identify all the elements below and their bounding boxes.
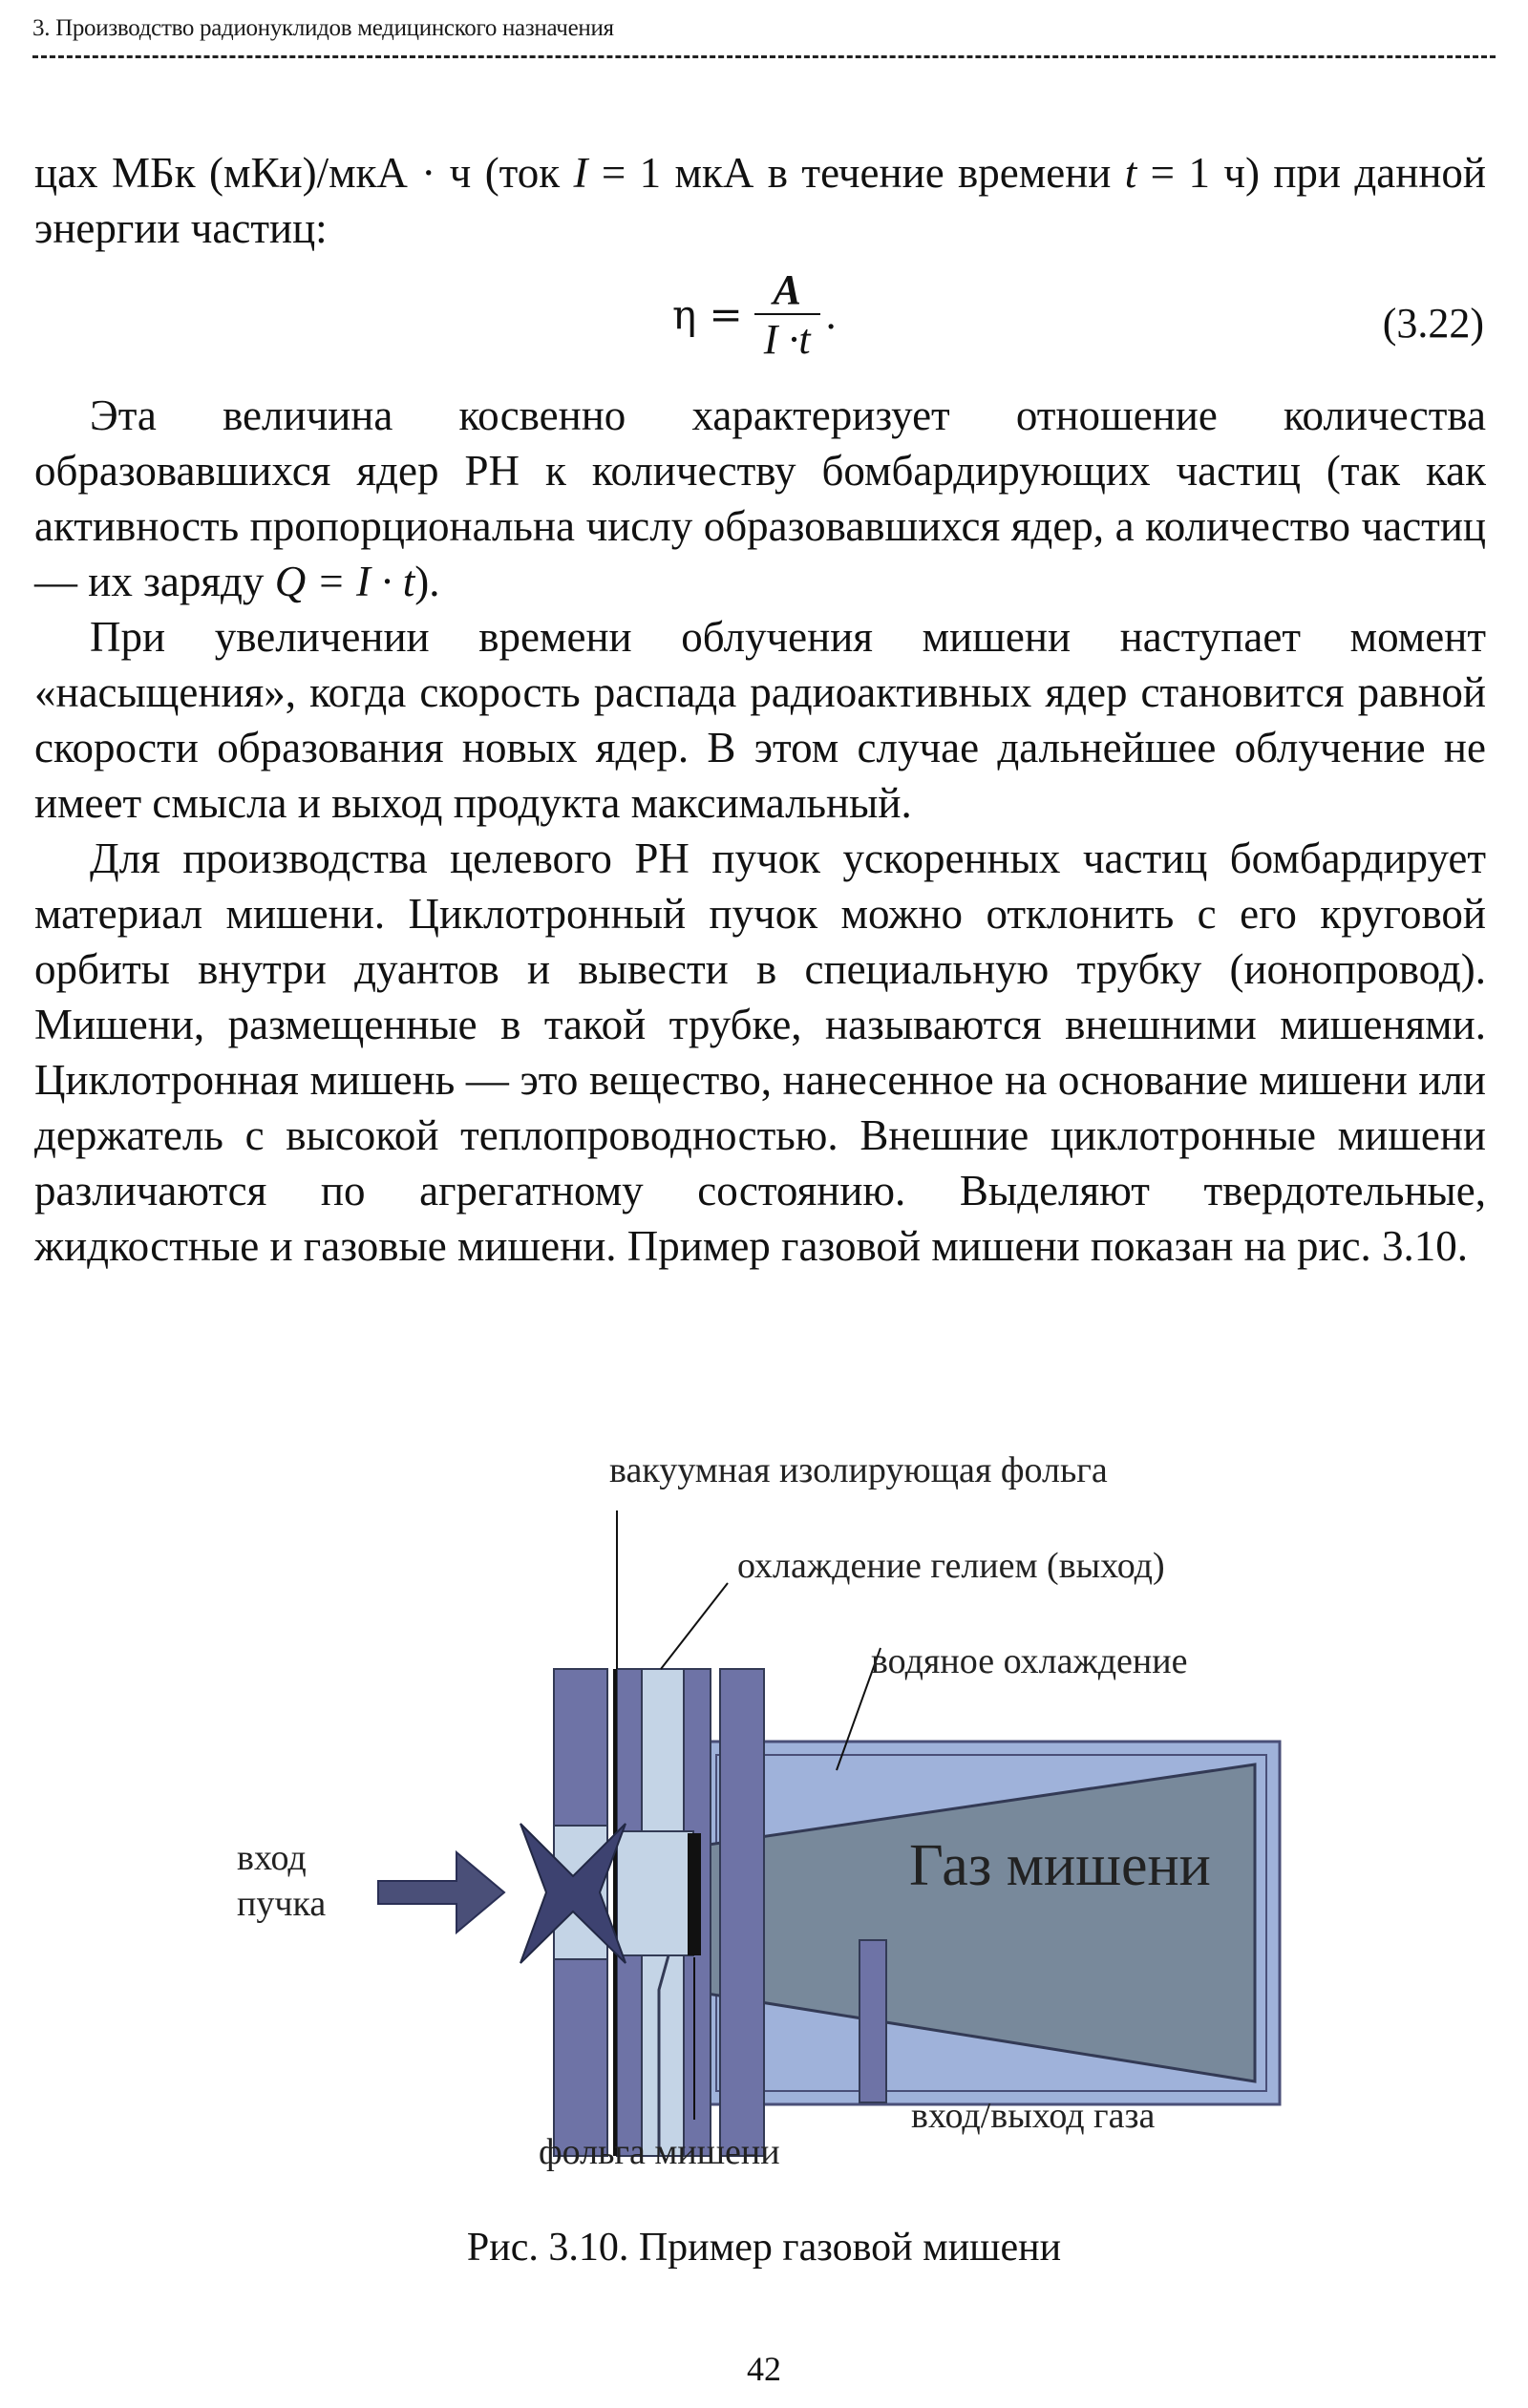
label-gas-io: вход/выход газа	[911, 2096, 1156, 2136]
label-beam-in-line2: пучка	[237, 1884, 327, 1924]
formula-denominator: I ·t	[754, 313, 820, 363]
label-helium-cooling: охлаждение гелием (выход)	[737, 1546, 1165, 1586]
label-target-foil: фольга мишени	[539, 2132, 780, 2172]
formula-lhs: η =	[672, 291, 743, 338]
beam-arrow-icon	[378, 1852, 504, 1933]
header-divider	[32, 55, 1496, 58]
p1-text-a: цах МБк (мКи)/мкА · ч (ток	[34, 149, 574, 197]
paragraph-1	[34, 145, 1486, 256]
beam-window	[617, 1831, 693, 1955]
p2-text-b: ).	[414, 558, 440, 605]
main-text	[34, 145, 1486, 1274]
right-flange	[720, 1669, 764, 2156]
running-header: 3. Производство радионуклидов медицинского назначения	[32, 15, 614, 41]
figure-gas-target	[0, 1423, 1528, 2206]
p2-charge-formula: Q = I · t	[274, 558, 415, 605]
p1-var-time: t	[1124, 149, 1137, 197]
label-target-gas: Газ мишени	[909, 1833, 1211, 1898]
label-water-cooling: водяное охлаждение	[871, 1641, 1188, 1681]
p1-text-b: = 1 мкА в течение времени	[587, 149, 1125, 197]
formula-numerator: A	[773, 266, 801, 313]
formula-trailing-dot: .	[825, 291, 837, 338]
p1-var-current: I	[573, 149, 588, 197]
formula-row	[34, 256, 1486, 388]
paragraph-2	[34, 388, 1486, 609]
p2-text-a: Эта величина косвенно характеризует отношение количества образовавшихся ядер РН к количеству бомбардирующих частиц (так как активность пропорциональна числу образовавшихся ядер, а количество частиц — их заряду	[34, 391, 1486, 605]
leader-helium	[661, 1583, 728, 1669]
p1-text-c: = 1 ч) при данной энергии частиц:	[34, 149, 1486, 252]
paragraph-4: Для производства целевого РН пучок ускоренных частиц бомбардирует материал мишени. Циклотронный пучок можно отклонить с его круговой орбиты внутри дуантов и вывести в специальную трубку (ионопровод). Мишени, размещенные в такой трубке, называются внешними мишенями. Циклотронная мишень — это вещество, нанесенное на основание мишени или держатель с высокой теплопроводностью. Внешние циклотронные мишени различаются по агрегатному состоянию. Выделяют твердотельные, жидкостные и газовые мишени. Пример газовой мишени показан на рис. 3.10.	[34, 834, 1486, 1270]
formula-3-22	[672, 267, 837, 363]
target-foil	[688, 1833, 701, 1955]
formula-fraction	[754, 267, 820, 363]
gas-inlet-pipe	[860, 1940, 886, 2102]
gas-target-diagram	[0, 1423, 1528, 2206]
figure-caption: Рис. 3.10. Пример газовой мишени	[466, 2226, 1062, 2270]
page-number: 42	[747, 2350, 781, 2388]
label-vacuum-foil: вакуумная изолирующая фольга	[609, 1450, 1108, 1490]
label-beam-in-line1: вход	[237, 1838, 307, 1878]
paragraph-3: При увеличении времени облучения мишени наступает момент «насыщения», когда скорость распада радиоактивных ядер становится равной скорости образования новых ядер. В этом случае дальнейшее облучение не имеет смысла и выход продукта максимальный.	[34, 613, 1486, 827]
formula-number: (3.22)	[1382, 300, 1484, 347]
